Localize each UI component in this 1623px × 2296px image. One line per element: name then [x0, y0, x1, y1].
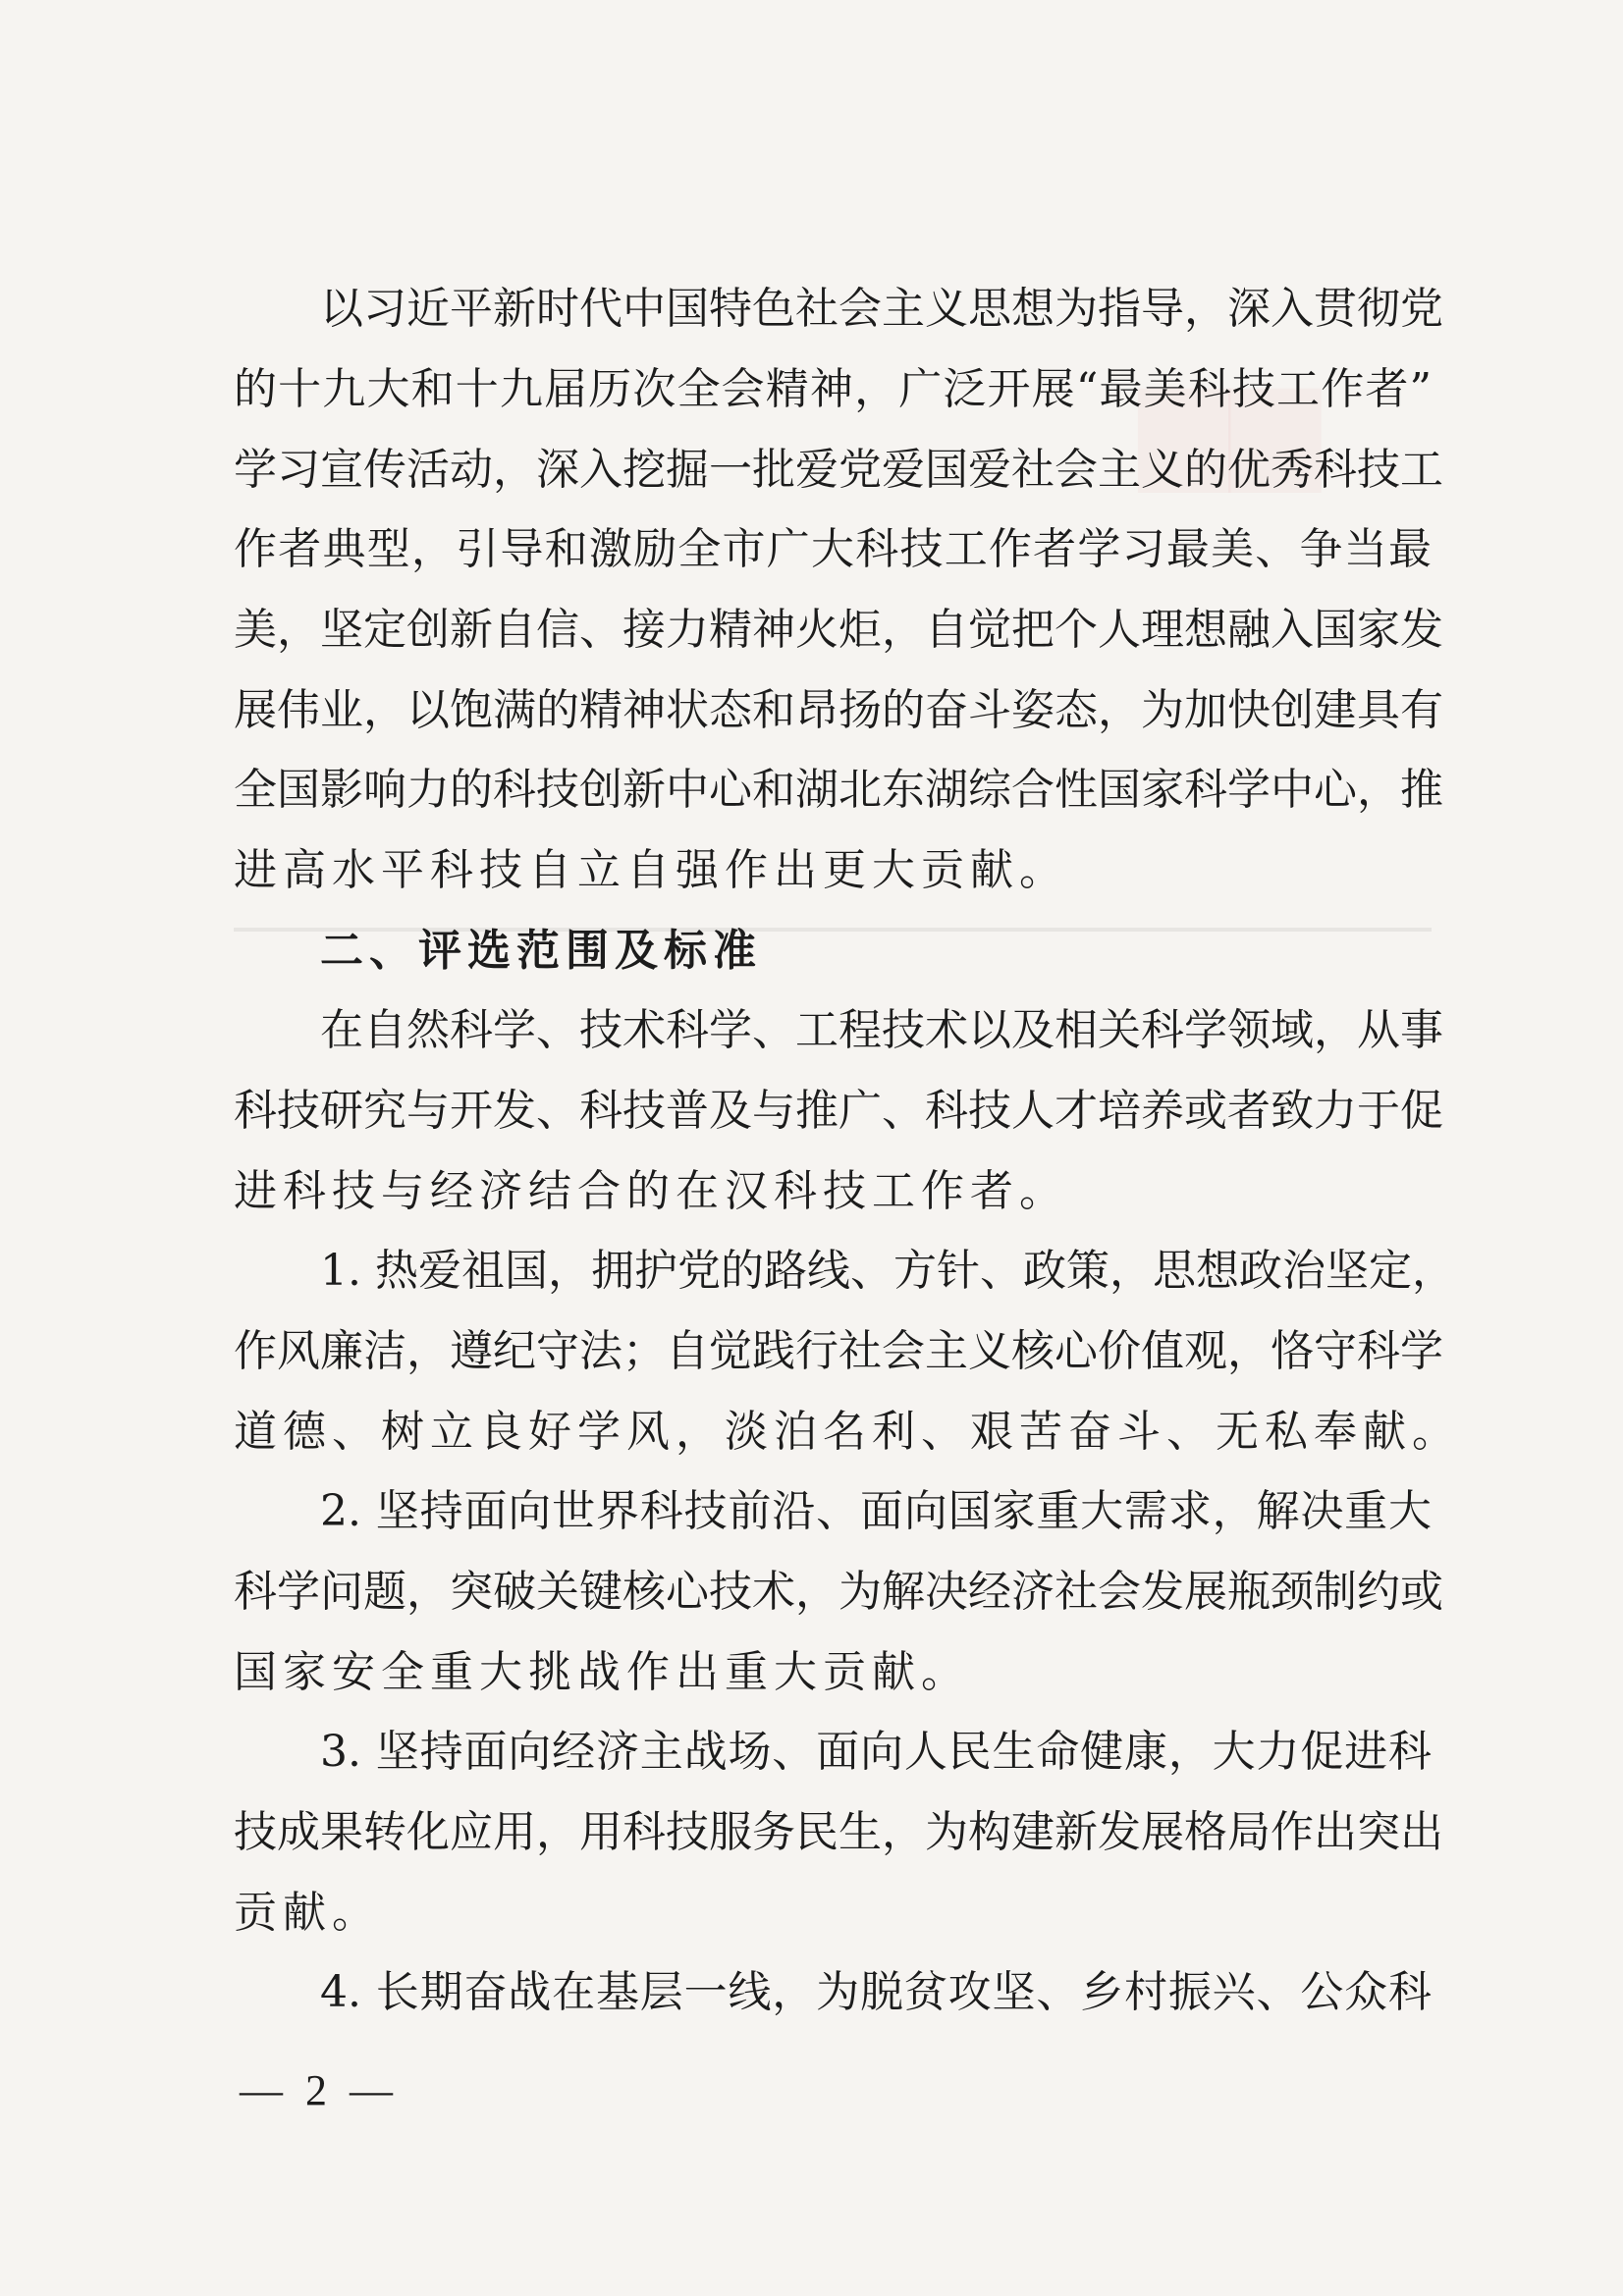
section-heading: 二、评选范围及标准	[320, 926, 762, 976]
text-line: 作者典型，引导和激励全市广大科技工作者学习最美、争当最	[234, 524, 1432, 574]
text-line: 在自然科学、技术科学、工程技术以及相关科学领域，从事	[320, 1005, 1443, 1055]
text-line: 作风廉洁，遵纪守法；自觉践行社会主义核心价值观，恪守科学	[234, 1326, 1443, 1376]
text-line: 道德、树立良好学风，淡泊名利、艰苦奋斗、无私奉献。	[234, 1407, 1461, 1457]
text-line: 2. 坚持面向世界科技前沿、面向国家重大需求，解决重大	[320, 1486, 1432, 1536]
text-line: 贡献。	[234, 1888, 381, 1938]
page-number: — 2 —	[240, 2066, 399, 2114]
text-line: 技成果转化应用，用科技服务民生，为构建新发展格局作出突出	[234, 1807, 1443, 1857]
text-line: 全国影响力的科技创新中心和湖北东湖综合性国家科学中心，推	[234, 765, 1443, 815]
text-line: 科技研究与开发、科技普及与推广、科技人才培养或者致力于促	[234, 1086, 1443, 1136]
text-line: 科学问题，突破关键核心技术，为解决经济社会发展瓶颈制约或	[234, 1567, 1443, 1617]
text-line: 1. 热爱祖国，拥护党的路线、方针、政策，思想政治坚定，	[320, 1246, 1455, 1296]
text-line: 进高水平科技自立自强作出更大贡献。	[234, 845, 1068, 895]
text-line: 4. 长期奋战在基层一线，为脱贫攻坚、乡村振兴、公众科	[320, 1967, 1432, 2017]
text-line: 以习近平新时代中国特色社会主义思想为指导，深入贯彻党	[320, 284, 1443, 334]
text-line: 进科技与经济结合的在汉科技工作者。	[234, 1166, 1068, 1216]
text-line: 的十九大和十九届历次全会精神，广泛开展“最美科技工作者”	[234, 364, 1432, 414]
text-line: 3. 坚持面向经济主战场、面向人民生命健康，大力促进科	[320, 1727, 1432, 1777]
text-line: 国家安全重大挑战作出重大贡献。	[234, 1647, 970, 1697]
text-line: 学习宣传活动，深入挖掘一批爱党爱国爱社会主义的优秀科技工	[234, 445, 1443, 495]
text-line: 展伟业，以饱满的精神状态和昂扬的奋斗姿态，为加快创建具有	[234, 685, 1443, 735]
text-line: 美，坚定创新自信、接力精神火炬，自觉把个人理想融入国家发	[234, 605, 1443, 655]
